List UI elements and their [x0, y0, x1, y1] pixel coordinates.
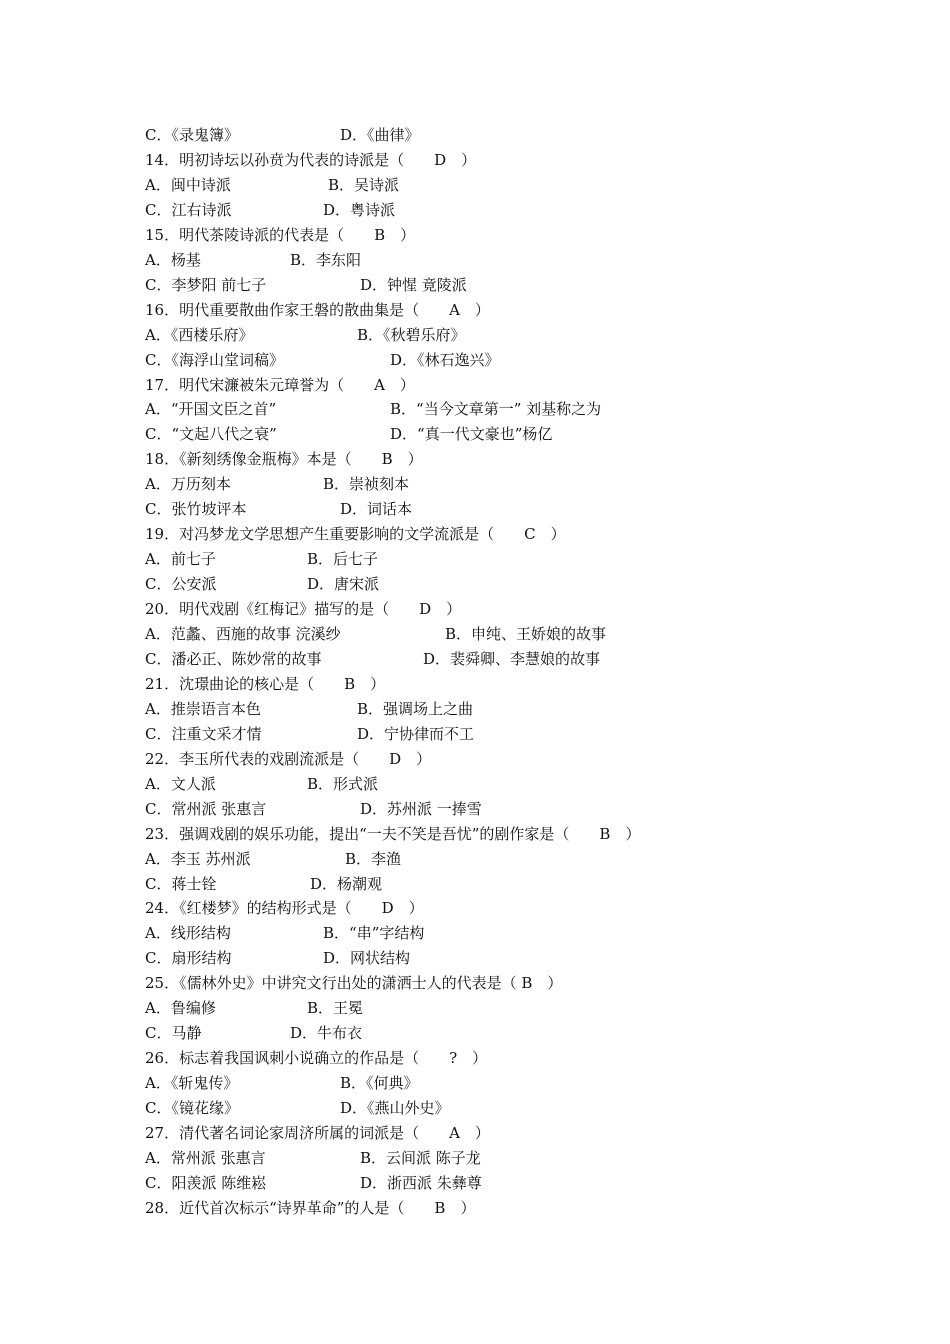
option-line [145, 1146, 481, 1171]
question-text: 25．《儒林外史》中讲究文行出处的潇洒士人的代表是（ B ） [145, 974, 563, 993]
option-left: C．公安派 [145, 575, 217, 594]
option-right: D．钟惺 竟陵派 [360, 275, 467, 294]
question-text: 16．明代重要散曲作家王磐的散曲集是（ A ） [145, 300, 490, 319]
option-left: A．万历刻本 [145, 475, 231, 494]
option-line [145, 323, 466, 348]
option-line [145, 397, 602, 422]
option-line [145, 921, 425, 946]
option-line [145, 472, 410, 497]
question-text: 28．近代首次标示“诗界革命”的人是（ B ） [145, 1198, 476, 1217]
option-line [145, 622, 607, 647]
question-line [145, 672, 385, 697]
option-line [145, 273, 467, 298]
question-text: 18．《新刻绣像金瓶梅》本是（ B ） [145, 450, 423, 469]
option-line [145, 348, 500, 373]
option-line [145, 772, 379, 797]
option-right: B．《秋碧乐府》 [357, 325, 466, 344]
option-line [145, 497, 413, 522]
question-text: 22．李玉所代表的戏剧流派是（ D ） [145, 749, 432, 768]
option-left: A．鲁编修 [145, 999, 216, 1018]
option-left: A．推崇语言本色 [145, 699, 261, 718]
option-right: D．牛布衣 [290, 1024, 363, 1043]
option-right: D．《曲律》 [340, 126, 420, 144]
question-line [145, 522, 566, 547]
question-line [145, 148, 476, 173]
option-line [145, 946, 411, 971]
option-right: D．词话本 [340, 500, 413, 519]
option-left: A．“开国文臣之首” [145, 400, 277, 419]
question-line [145, 971, 562, 996]
option-right: B．云间派 陈子龙 [360, 1148, 481, 1167]
question-text: 21．沈璟曲论的核心是（ B ） [145, 674, 386, 693]
option-line [145, 1096, 450, 1121]
option-left: C．《录鬼簿》 [145, 126, 239, 144]
option-line [145, 422, 553, 447]
option-line [145, 198, 396, 223]
option-left: C．“文起八代之衰” [145, 425, 277, 444]
option-left: C．《海浮山堂词稿》 [145, 350, 284, 369]
option-line [145, 647, 601, 672]
question-text: 14．明初诗坛以孙贲为代表的诗派是（ D ） [145, 150, 477, 169]
option-left: A．范蠡、西施的故事 浣溪纱 [145, 625, 341, 643]
option-left: C．李梦阳 前七子 [145, 275, 267, 294]
option-right: D．苏州派 一捧雪 [360, 799, 482, 818]
question-line [145, 747, 431, 772]
option-left: C．马静 [145, 1024, 202, 1043]
option-right: B．王冕 [307, 999, 364, 1018]
option-left: C．常州派 张惠言 [145, 799, 267, 818]
option-right: D．裴舜卿、李慧娘的故事 [423, 649, 601, 668]
option-right: B．李东阳 [290, 250, 362, 269]
option-right: B．后七子 [307, 550, 379, 569]
option-line [145, 872, 383, 897]
option-right: D．粤诗派 [323, 200, 396, 219]
option-line [145, 248, 362, 273]
option-right: D．唐宋派 [307, 575, 380, 594]
option-line [145, 1071, 419, 1096]
question-text: 20．明代戏剧《红梅记》描写的是（ D ） [145, 600, 462, 618]
option-left: C．蒋士铨 [145, 874, 217, 893]
question-line [145, 822, 640, 847]
option-left: C．张竹坡评本 [145, 500, 247, 519]
option-left: C．扇形结构 [145, 949, 232, 968]
question-text: 19．对冯梦龙文学思想产生重要影响的文学流派是（ C ） [145, 525, 566, 544]
option-right: D．《燕山外史》 [340, 1099, 450, 1117]
option-right: D．杨潮观 [310, 874, 383, 893]
option-left: A．文人派 [145, 774, 216, 793]
question-line [145, 597, 461, 622]
option-left: A．常州派 张惠言 [145, 1148, 266, 1167]
question-line [145, 1196, 475, 1221]
option-left: A．闽中诗派 [145, 175, 231, 194]
option-line [145, 572, 380, 597]
question-line [145, 896, 424, 921]
question-text: 23．强调戏剧的娱乐功能，提出“一夫不笑是吾忧”的剧作家是（ B ） [145, 824, 641, 843]
question-line [145, 373, 415, 398]
question-text: 24．《红楼梦》的结构形式是（ D ） [145, 899, 424, 918]
option-line [145, 797, 482, 822]
question-text: 27．清代著名词论家周济所属的词派是（ A ） [145, 1124, 490, 1142]
option-line [145, 1171, 482, 1196]
option-right: D．宁协律而不工 [357, 724, 475, 743]
option-left: A．杨基 [145, 250, 201, 269]
option-right: B．《何典》 [340, 1074, 419, 1093]
option-right: B．吴诗派 [328, 175, 400, 194]
option-left: A．李玉 苏州派 [145, 849, 251, 868]
option-right: B．申纯、王娇娘的故事 [445, 625, 607, 643]
option-line [145, 1021, 363, 1046]
question-line [145, 447, 423, 472]
option-right: B．“当今文章第一” 刘基称之为 [390, 400, 602, 419]
option-right: D．“真一代文豪也”杨亿 [390, 425, 553, 444]
option-left: A．前七子 [145, 550, 216, 569]
option-line [145, 722, 475, 747]
option-left: A．线形结构 [145, 924, 231, 943]
question-line [145, 1121, 490, 1146]
option-line [145, 847, 402, 872]
option-line [145, 996, 364, 1021]
option-right: D．浙西派 朱彝尊 [360, 1173, 482, 1192]
option-left: A．《斩鬼传》 [145, 1074, 239, 1093]
option-right: D．网状结构 [323, 949, 411, 968]
question-line [145, 223, 415, 248]
option-left: C．注重文采才情 [145, 724, 262, 743]
option-line [145, 697, 474, 722]
option-right: B．“串”字结构 [323, 924, 425, 943]
option-left: C．阳羡派 陈维崧 [145, 1173, 267, 1192]
option-right: B．崇祯刻本 [323, 475, 410, 494]
option-right: B．形式派 [307, 774, 379, 793]
question-text: 15．明代茶陵诗派的代表是（ B ） [145, 225, 416, 244]
option-left: C．江右诗派 [145, 200, 232, 219]
option-line [145, 173, 400, 198]
option-right: D．《林石逸兴》 [390, 350, 500, 369]
option-line [145, 547, 379, 572]
question-line [145, 1046, 487, 1071]
option-left: A．《西楼乐府》 [145, 325, 254, 344]
option-right: B．强调场上之曲 [357, 699, 474, 718]
option-line [145, 123, 420, 148]
option-left: C．《镜花缘》 [145, 1099, 239, 1117]
question-text: 26．标志着我国讽刺小说确立的作品是（ ? ） [145, 1049, 488, 1068]
option-left: C．潘必正、陈妙常的故事 [145, 649, 322, 668]
option-right: B．李渔 [345, 849, 402, 868]
question-line [145, 298, 490, 323]
question-text: 17．明代宋濂被朱元璋誉为（ A ） [145, 375, 415, 394]
